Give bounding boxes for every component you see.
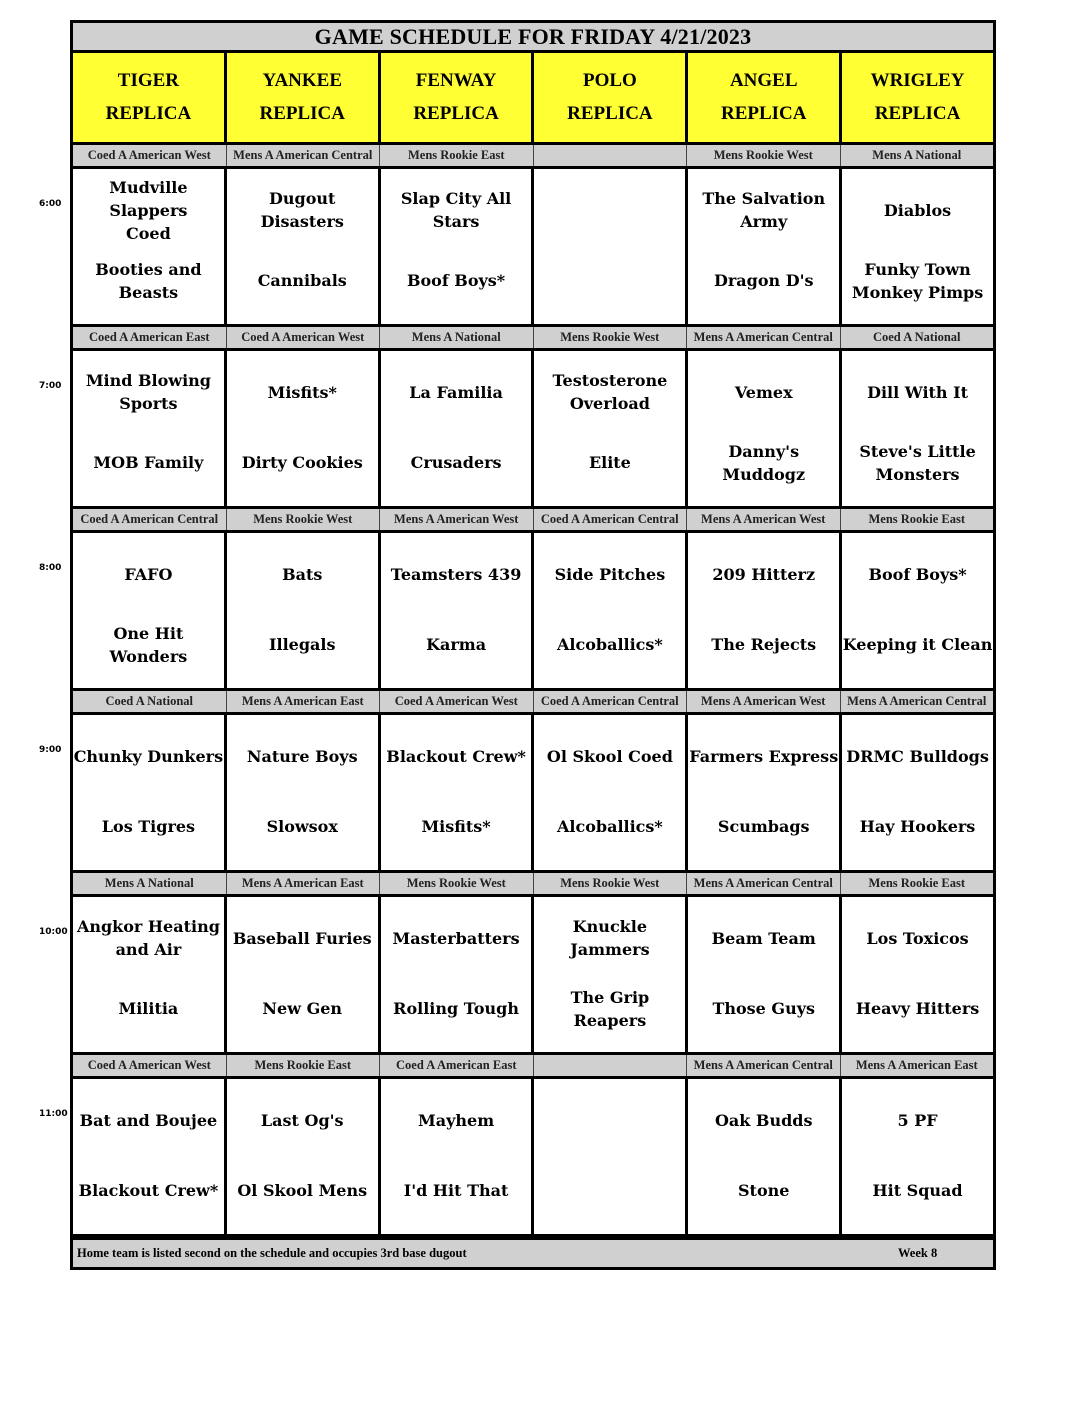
game-cell	[534, 351, 688, 506]
field-header-wrigley	[842, 53, 996, 142]
away-team: Baseball Furies	[232, 928, 372, 948]
game-cell	[73, 897, 227, 1052]
home-team: I'd Hit That	[403, 1181, 509, 1201]
league-label: Mens Rookie East	[227, 1055, 381, 1076]
home-team: MOB Family	[93, 453, 204, 473]
field-type: REPLICA	[874, 103, 961, 124]
game-cell	[688, 715, 842, 870]
time-label: 11:00	[39, 1109, 68, 1119]
field-header-row	[70, 53, 996, 145]
game-cell	[688, 1079, 842, 1234]
game-cell	[381, 1079, 535, 1234]
game-cell	[842, 715, 993, 870]
away-team: Slap City All Stars	[400, 189, 512, 232]
footer-note: Home team is listed second on the schedule and occupies 3rd base dugout	[77, 1246, 467, 1260]
home-team: Heavy Hitters	[855, 999, 980, 1019]
league-row	[70, 691, 996, 712]
league-label: Mens Rookie West	[534, 873, 688, 894]
field-type: REPLICA	[259, 103, 345, 124]
league-label: Mens A National	[73, 873, 227, 894]
league-label: Coed A American East	[73, 327, 227, 348]
home-team: Those Guys	[712, 999, 816, 1019]
game-cell	[73, 533, 227, 688]
league-label: Mens A American East	[227, 873, 381, 894]
game-cell	[73, 715, 227, 870]
field-name: POLO	[582, 70, 637, 91]
league-label: Mens A American Central	[687, 1055, 841, 1076]
field-name: YANKEE	[262, 70, 343, 91]
field-type: REPLICA	[413, 103, 499, 124]
field-type: REPLICA	[720, 103, 807, 124]
away-team: Blackout Crew*	[386, 746, 526, 766]
league-label: Coed A American Central	[73, 509, 227, 530]
league-label: Mens A American East	[855, 1058, 978, 1072]
away-team	[534, 185, 685, 235]
league-row	[70, 1055, 996, 1076]
league-label: Mens A American West	[687, 691, 841, 712]
league-row	[70, 873, 996, 894]
home-team: Rolling Tough	[393, 999, 519, 1019]
game-cell	[688, 897, 842, 1052]
game-cell	[688, 533, 842, 688]
away-team: Mind Blowing Sports	[85, 371, 211, 414]
away-team: 5 PF	[897, 1110, 938, 1130]
home-team: Steve's Little Monsters	[859, 441, 976, 484]
home-team: Keeping it Clean	[842, 635, 993, 655]
away-team	[534, 1095, 685, 1145]
league-label	[534, 145, 688, 166]
home-team: Hay Hookers	[859, 817, 976, 837]
league-row	[70, 509, 996, 530]
away-team: Side Pitches	[554, 564, 666, 584]
league-label: Coed A American West	[380, 691, 534, 712]
league-label: Mens Rookie East	[380, 145, 534, 166]
away-team: Teamsters 439	[390, 564, 522, 584]
league-label: Mens Rookie West	[687, 145, 841, 166]
field-header-angel	[688, 53, 842, 142]
away-team: Testosterone Overload	[552, 371, 668, 414]
home-team: Karma	[426, 635, 487, 655]
field-name: ANGEL	[729, 70, 798, 91]
field-header-fenway	[381, 53, 535, 142]
league-label: Mens Rookie West	[380, 873, 534, 894]
field-header-yankee	[227, 53, 381, 142]
home-team: Alcoballics*	[556, 635, 663, 655]
league-label: Mens A National	[872, 148, 962, 162]
league-label: Coed A American West	[227, 327, 381, 348]
home-team: One Hit Wonders	[109, 623, 188, 666]
game-cell	[688, 351, 842, 506]
away-team: Dill With It	[867, 382, 969, 402]
field-type: REPLICA	[105, 103, 192, 124]
home-team: The Grip Reapers	[570, 987, 650, 1030]
league-label: Coed A American Central	[534, 509, 688, 530]
game-cell	[534, 533, 688, 688]
home-team: Elite	[588, 453, 631, 473]
game-cell	[688, 169, 842, 324]
game-row	[39, 1076, 996, 1237]
game-cell	[381, 715, 535, 870]
home-team: Los Tigres	[101, 817, 196, 837]
schedule-table	[39, 20, 996, 1270]
home-team: Cannibals	[257, 271, 347, 291]
league-label: Mens A National	[380, 327, 534, 348]
game-cell	[842, 351, 993, 506]
home-team: Blackout Crew*	[78, 1181, 219, 1201]
home-team: Scumbags	[717, 817, 810, 837]
home-team	[534, 256, 685, 306]
game-cell	[842, 533, 993, 688]
home-team: The Rejects	[711, 635, 817, 655]
away-team: Boof Boys*	[868, 564, 967, 584]
game-cell	[534, 715, 688, 870]
home-team: Boof Boys*	[406, 271, 506, 291]
home-team: Ol Skool Mens	[237, 1181, 368, 1201]
game-row	[39, 712, 996, 873]
game-row	[39, 348, 996, 509]
game-cell	[227, 533, 381, 688]
away-team: Los Toxicos	[866, 928, 969, 948]
league-row	[70, 327, 996, 348]
away-team: Dugout Disasters	[260, 189, 344, 232]
league-label: Mens Rookie West	[534, 327, 688, 348]
home-team: New Gen	[262, 999, 343, 1019]
league-label: Mens A American Central	[687, 873, 841, 894]
league-label: Mens Rookie East	[868, 876, 966, 890]
league-label: Mens A American Central	[227, 145, 381, 166]
away-team: Diablos	[883, 200, 952, 220]
field-type: REPLICA	[567, 103, 653, 124]
time-label: 9:00	[39, 745, 62, 755]
home-team: Illegals	[269, 635, 336, 655]
away-team: Masterbatters	[392, 928, 520, 948]
game-row	[39, 530, 996, 691]
game-cell	[534, 897, 688, 1052]
game-cell	[227, 897, 381, 1052]
field-header-polo	[534, 53, 688, 142]
home-team: Crusaders	[410, 453, 502, 473]
league-label: Coed A American West	[73, 1055, 227, 1076]
league-label: Coed A National	[73, 691, 227, 712]
game-row	[39, 166, 996, 327]
league-label: Mens A American West	[687, 509, 841, 530]
time-label: 7:00	[39, 381, 62, 391]
league-label: Coed A American East	[380, 1055, 534, 1076]
footer-bar	[70, 1237, 996, 1270]
game-cell	[73, 351, 227, 506]
away-team: Knuckle Jammers	[570, 917, 650, 960]
field-name: FENWAY	[415, 70, 497, 91]
field-name: WRIGLEY	[870, 70, 965, 91]
away-team: Nature Boys	[246, 746, 358, 766]
away-team: Mayhem	[418, 1110, 495, 1130]
game-cell	[842, 1079, 993, 1234]
away-team: Angkor Heating and Air	[76, 917, 220, 960]
away-team: Bat and Boujee	[79, 1110, 218, 1130]
home-team: Funky Town Monkey Pimps	[851, 259, 984, 302]
home-team: Militia	[118, 999, 179, 1019]
league-label: Mens Rookie West	[227, 509, 381, 530]
league-label: Coed A National	[872, 330, 961, 344]
game-row	[39, 894, 996, 1055]
week-label: Week 8	[898, 1246, 938, 1260]
time-label: 10:00	[39, 927, 68, 937]
game-cell	[842, 897, 993, 1052]
away-team: Chunky Dunkers	[73, 746, 224, 766]
field-name: TIGER	[117, 70, 180, 91]
time-slots	[39, 145, 996, 1237]
home-team: Misfits*	[421, 817, 491, 837]
away-team: Mudville Slappers Coed	[109, 177, 188, 243]
league-label	[534, 1055, 688, 1076]
league-row	[70, 145, 996, 166]
home-team: Alcoballics*	[556, 817, 663, 837]
league-label: Coed A American Central	[534, 691, 688, 712]
away-team: 209 Hitterz	[712, 564, 816, 584]
game-cell	[227, 1079, 381, 1234]
away-team: Beam Team	[711, 928, 816, 948]
league-label: Mens A American West	[380, 509, 534, 530]
home-team: Hit Squad	[872, 1181, 963, 1201]
league-label: Mens Rookie East	[868, 512, 966, 526]
away-team: Farmers Express	[689, 746, 839, 766]
home-team	[534, 1166, 685, 1216]
game-cell	[227, 169, 381, 324]
home-team: Dirty Cookies	[241, 453, 363, 473]
time-label: 8:00	[39, 563, 62, 573]
game-cell	[534, 1079, 688, 1234]
time-label: 6:00	[39, 199, 62, 209]
away-team: Ol Skool Coed	[546, 746, 673, 766]
league-label: Coed A American West	[73, 145, 227, 166]
home-team: Slowsox	[266, 817, 338, 837]
home-team: Dragon D's	[713, 271, 814, 291]
game-cell	[534, 169, 688, 324]
game-cell	[73, 1079, 227, 1234]
away-team: The Salvation Army	[702, 189, 826, 232]
game-cell	[381, 897, 535, 1052]
game-cell	[381, 533, 535, 688]
field-header-tiger	[73, 53, 227, 142]
game-cell	[227, 715, 381, 870]
away-team: Last Og's	[260, 1110, 344, 1130]
home-team: Danny's Muddogz	[722, 441, 806, 484]
away-team: Misfits*	[267, 382, 337, 402]
away-team: Vemex	[734, 382, 793, 402]
schedule-title: GAME SCHEDULE FOR FRIDAY 4/21/2023	[70, 20, 996, 53]
league-label: Mens A American Central	[687, 327, 841, 348]
league-label: Mens A American Central	[847, 694, 987, 708]
home-team: Stone	[738, 1181, 790, 1201]
game-cell	[842, 169, 993, 324]
away-team: Oak Budds	[714, 1110, 813, 1130]
game-cell	[381, 169, 535, 324]
game-cell	[381, 351, 535, 506]
home-team: Booties and Beasts	[95, 259, 202, 302]
away-team: DRMC Bulldogs	[846, 746, 989, 766]
away-team: La Familia	[409, 382, 503, 402]
away-team: FAFO	[124, 564, 173, 584]
league-label: Mens A American East	[227, 691, 381, 712]
game-cell	[73, 169, 227, 324]
away-team: Bats	[282, 564, 323, 584]
game-cell	[227, 351, 381, 506]
